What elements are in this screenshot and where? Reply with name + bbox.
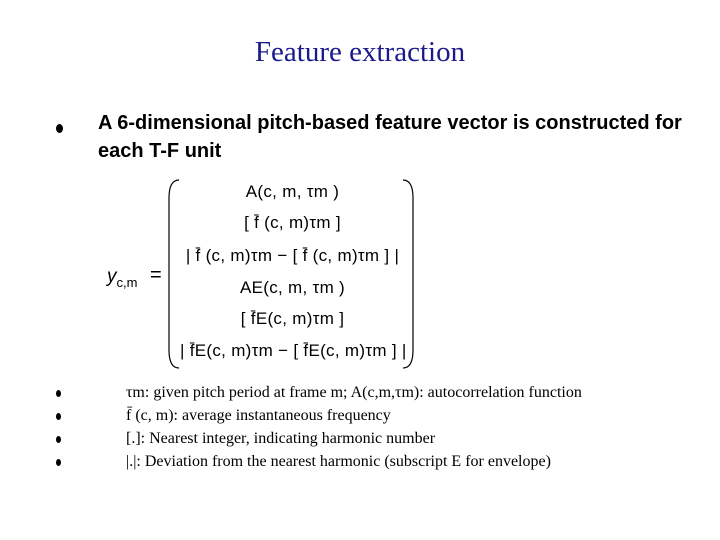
bullet-icon xyxy=(56,390,61,397)
bullet-icon xyxy=(56,413,61,420)
definition-item xyxy=(98,450,708,473)
definition-text: f̄ (c, m): average instantaneous frequency xyxy=(126,407,391,424)
equals-sign: = xyxy=(150,264,162,286)
equation-lhs xyxy=(107,266,137,288)
definition-text: τm: given pitch period at frame m; A(c,m,τm): autocorrelation function xyxy=(126,384,582,401)
definitions-list xyxy=(98,381,708,473)
definition-item xyxy=(98,427,708,450)
lhs-symbol: y xyxy=(107,266,117,287)
vector-row-1: A(c, m, τm ) xyxy=(245,182,340,201)
bullet-icon xyxy=(56,124,63,133)
bullet-icon xyxy=(56,436,61,443)
definition-text: |.|: Deviation from the nearest harmonic (subscript E for envelope) xyxy=(126,453,551,470)
vector-row-2: [ f̄ (c, m)τm ] xyxy=(244,213,341,232)
definition-item xyxy=(98,404,708,427)
main-bullet-text: A 6-dimensional pitch-based feature vector is constructed for each T-F unit xyxy=(98,112,682,162)
definition-item xyxy=(98,381,708,404)
slide-title: Feature extraction xyxy=(254,36,466,68)
vector-row-4: AE(c, m, τm ) xyxy=(239,278,346,297)
vector-row-6: | f̄E(c, m)τm − [ f̄E(c, m)τm ] | xyxy=(180,341,407,360)
lhs-subscript: c,m xyxy=(116,275,138,290)
vector-row-3: | f̄ (c, m)τm − [ f̄ (c, m)τm ] | xyxy=(185,246,400,265)
definition-text: [.]: Nearest integer, indicating harmonic number xyxy=(126,430,436,447)
vector-row-5: [ f̄E(c, m)τm ] xyxy=(240,309,345,328)
bullet-icon xyxy=(56,459,61,466)
feature-vector-equation xyxy=(100,178,430,370)
